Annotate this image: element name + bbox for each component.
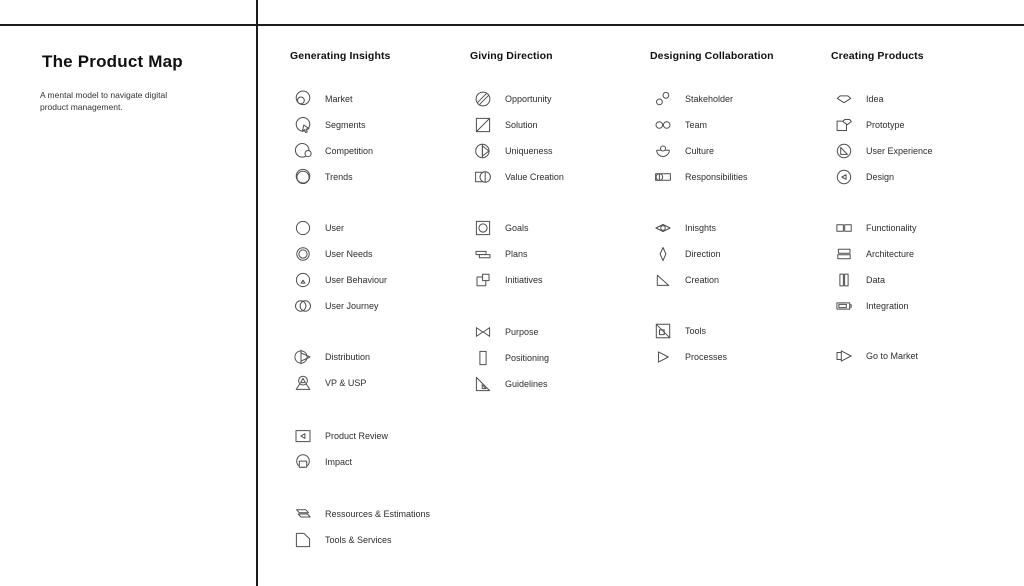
column-giving-direction: [470, 0, 660, 586]
item-label: Distribution: [325, 352, 371, 362]
tools-icon: [653, 321, 673, 341]
item-value-creation: [470, 164, 564, 190]
item-tools-services: [290, 527, 430, 553]
value-creation-icon: [473, 167, 493, 187]
item-prototype: [831, 112, 933, 138]
item-label: User Experience: [866, 146, 933, 156]
item-user-behaviour: [290, 267, 387, 293]
stakeholder-icon: [653, 89, 673, 109]
design-icon: [834, 167, 854, 187]
item-label: User Behaviour: [325, 275, 388, 285]
item-label: Culture: [685, 146, 715, 156]
item-label: Trends: [325, 172, 353, 182]
item-label: Idea: [866, 94, 884, 104]
vp-usp-icon: [293, 373, 313, 393]
item-label: Design: [866, 172, 895, 182]
item-initiatives: [470, 267, 543, 293]
item-label: Opportunity: [505, 94, 552, 104]
opportunity-icon: [473, 89, 493, 109]
item-segments: [290, 112, 373, 138]
item-ressources-estimations: [290, 501, 430, 527]
item-purpose: [470, 319, 549, 345]
item-distribution: [290, 344, 370, 370]
column-header-creating-products: Creating Products: [831, 50, 924, 62]
page-title: The Product Map: [42, 52, 183, 71]
item-user-experience: [831, 138, 933, 164]
item-label: Positioning: [505, 353, 550, 363]
item-functionality: [831, 215, 917, 241]
user-behaviour-icon: [293, 270, 313, 290]
purpose-icon: [473, 322, 493, 342]
item-label: Product Review: [325, 431, 389, 441]
group-generating-insights-5: [290, 501, 430, 553]
culture-icon: [653, 141, 673, 161]
item-product-review: [290, 423, 388, 449]
column-creating-products: [831, 0, 1021, 586]
group-creating-products-1: [831, 86, 933, 190]
item-team: [650, 112, 748, 138]
direction-icon: [653, 244, 673, 264]
item-label: User: [325, 223, 345, 233]
item-label: User Needs: [325, 249, 373, 259]
item-impact: [290, 449, 388, 475]
item-label: Solution: [505, 120, 538, 130]
item-label: Inisghts: [685, 223, 717, 233]
item-label: Direction: [685, 249, 721, 259]
tools-services-icon: [293, 530, 313, 550]
item-label: Stakeholder: [685, 94, 734, 104]
product-review-icon: [293, 426, 313, 446]
item-competition: [290, 138, 373, 164]
ressources-estimations-icon: [293, 504, 313, 524]
item-label: Team: [685, 120, 708, 130]
item-label: Functionality: [866, 223, 917, 233]
item-label: Value Creation: [505, 172, 564, 182]
item-label: Guidelines: [505, 379, 548, 389]
item-integration: [831, 293, 917, 319]
item-label: Go to Market: [866, 351, 919, 361]
plans-icon: [473, 244, 493, 264]
column-designing-collaboration: [650, 0, 840, 586]
trends-icon: [293, 167, 313, 187]
item-label: Processes: [685, 352, 728, 362]
user-journey-icon: [293, 296, 313, 316]
item-label: Integration: [866, 301, 909, 311]
page-subtitle-line2: product management.: [40, 102, 123, 113]
item-market: [290, 86, 373, 112]
item-label: Data: [866, 275, 886, 285]
page-subtitle-line1: A mental model to navigate digital: [40, 90, 168, 100]
item-label: VP & USP: [325, 378, 367, 388]
column-generating-insights: [290, 0, 480, 586]
goals-icon: [473, 218, 493, 238]
item-user-needs: [290, 241, 387, 267]
group-designing-collaboration-2: [650, 215, 721, 293]
item-label: Ressources & Estimations: [325, 509, 431, 519]
group-generating-insights-4: [290, 423, 388, 475]
group-generating-insights-2: [290, 215, 387, 319]
group-designing-collaboration-1: [650, 86, 748, 190]
item-label: Market: [325, 94, 353, 104]
item-processes: [650, 344, 727, 370]
item-label: User Journey: [325, 301, 379, 311]
column-header-giving-direction: Giving Direction: [470, 50, 553, 62]
guidelines-icon: [473, 374, 493, 394]
group-creating-products-2: [831, 215, 917, 319]
item-stakeholder: [650, 86, 748, 112]
column-header-generating-insights: Generating Insights: [290, 50, 391, 62]
item-label: Goals: [505, 223, 529, 233]
column-header-designing-collaboration: Designing Collaboration: [650, 50, 774, 62]
item-label: Plans: [505, 249, 528, 259]
item-label: Responsibilities: [685, 172, 748, 182]
architecture-icon: [834, 244, 854, 264]
impact-icon: [293, 452, 313, 472]
item-idea: [831, 86, 933, 112]
item-architecture: [831, 241, 917, 267]
group-generating-insights-3: [290, 344, 370, 396]
user-experience-icon: [834, 141, 854, 161]
item-creation: [650, 267, 721, 293]
competition-icon: [293, 141, 313, 161]
item-goals: [470, 215, 543, 241]
responsibilities-icon: [653, 167, 673, 187]
item-responsibilities: [650, 164, 748, 190]
item-solution: [470, 112, 564, 138]
team-icon: [653, 115, 673, 135]
distribution-icon: [293, 347, 313, 367]
positioning-icon: [473, 348, 493, 368]
group-giving-direction-2: [470, 215, 543, 293]
go-to-market-icon: [834, 346, 854, 366]
item-label: Initiatives: [505, 275, 543, 285]
item-label: Architecture: [866, 249, 915, 259]
item-positioning: [470, 345, 549, 371]
item-inisghts: [650, 215, 721, 241]
item-user: [290, 215, 387, 241]
insights-eye-icon: [653, 218, 673, 238]
idea-icon: [834, 89, 854, 109]
data-icon: [834, 270, 854, 290]
item-label: Uniqueness: [505, 146, 553, 156]
group-creating-products-3: [831, 343, 918, 369]
item-trends: [290, 164, 373, 190]
item-guidelines: [470, 371, 549, 397]
user-needs-icon: [293, 244, 313, 264]
user-icon: [293, 218, 313, 238]
processes-icon: [653, 347, 673, 367]
item-label: Prototype: [866, 120, 905, 130]
group-giving-direction-3: [470, 319, 549, 397]
item-go-to-market: [831, 343, 918, 369]
item-label: Creation: [685, 275, 720, 285]
initiatives-icon: [473, 270, 493, 290]
uniqueness-icon: [473, 141, 493, 161]
functionality-icon: [834, 218, 854, 238]
item-label: Tools & Services: [325, 535, 392, 545]
item-data: [831, 267, 917, 293]
item-vp-usp: [290, 370, 370, 396]
item-label: Impact: [325, 457, 353, 467]
item-label: Competition: [325, 146, 374, 156]
item-label: Segments: [325, 120, 366, 130]
creation-icon: [653, 270, 673, 290]
item-label: Purpose: [505, 327, 539, 337]
group-giving-direction-1: [470, 86, 564, 190]
segments-icon: [293, 115, 313, 135]
item-opportunity: [470, 86, 564, 112]
group-designing-collaboration-3: [650, 318, 727, 370]
item-culture: [650, 138, 748, 164]
integration-icon: [834, 296, 854, 316]
item-direction: [650, 241, 721, 267]
item-user-journey: [290, 293, 387, 319]
item-design: [831, 164, 933, 190]
market-icon: [293, 89, 313, 109]
item-uniqueness: [470, 138, 564, 164]
item-label: Tools: [685, 326, 707, 336]
item-plans: [470, 241, 543, 267]
group-generating-insights-1: [290, 86, 373, 190]
prototype-icon: [834, 115, 854, 135]
solution-icon: [473, 115, 493, 135]
item-tools: [650, 318, 727, 344]
